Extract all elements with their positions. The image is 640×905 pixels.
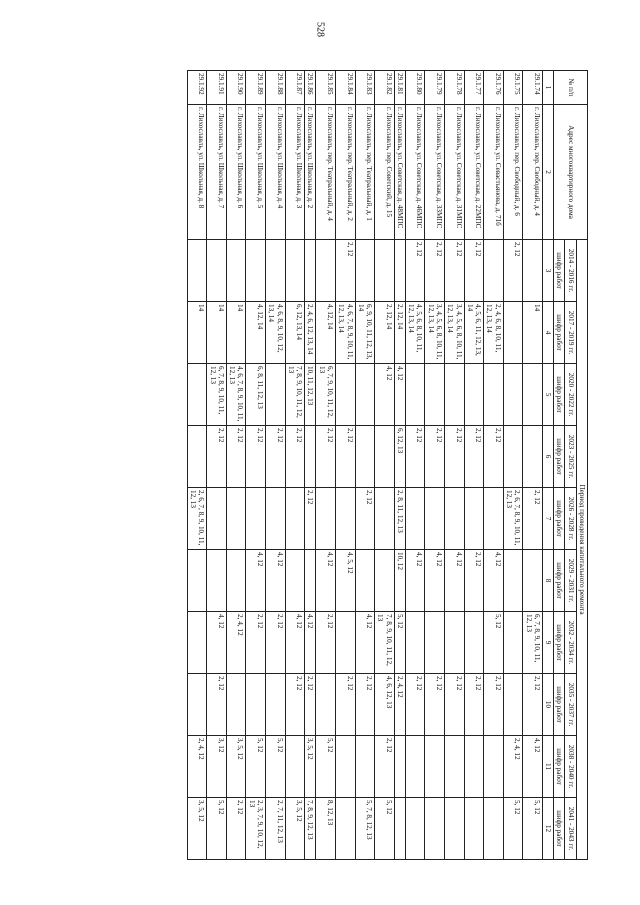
row-cipher-cell: 2, 12 xyxy=(484,674,504,736)
row-cipher-cell: 4, 12 xyxy=(394,364,405,426)
row-cipher-cell xyxy=(464,612,484,674)
table-row xyxy=(394,71,405,860)
row-cipher-cell xyxy=(266,364,286,426)
row-cipher-cell: 4, 6, 7, 8, 9, 10, 11, 12, 13 xyxy=(226,364,246,426)
row-cipher-cell: 6, 7, 8, 9, 10, 11, 12, 13 xyxy=(207,364,227,426)
row-cipher-cell xyxy=(405,736,425,798)
row-cipher-cell: 3, 5, 12 xyxy=(226,736,246,798)
row-cipher-cell: 4, 5, 6, 11, 12, 13, 14 xyxy=(464,302,484,364)
row-number: 29.1.89 xyxy=(246,71,266,105)
row-cipher-cell: 2, 12 xyxy=(226,798,246,860)
row-cipher-cell: 2, 12 xyxy=(266,612,286,674)
row-cipher-cell: 2, 12 xyxy=(405,426,425,488)
row-cipher-cell: 4, 12 xyxy=(207,612,227,674)
column-number: 9 xyxy=(542,612,553,674)
row-cipher-cell xyxy=(187,426,207,488)
row-address: г. Лихославль, ул. Советская, д. 46МПС xyxy=(405,105,425,240)
row-cipher-cell: 2, 12 xyxy=(335,240,355,302)
row-address: г. Лихославль, ул. Школьная, д. 4 xyxy=(266,105,286,240)
row-cipher-cell: 5, 12 xyxy=(246,736,266,798)
row-number: 29.1.77 xyxy=(464,71,484,105)
period-header: 2032 - 2034 гг. xyxy=(565,612,576,674)
row-cipher-cell: 2, 12 xyxy=(503,240,523,302)
cipher-label: шифр работ xyxy=(554,364,565,426)
row-cipher-cell: 5, 12 xyxy=(484,612,504,674)
period-header: 2029 - 2031 гг. xyxy=(565,550,576,612)
column-number: 6 xyxy=(542,426,553,488)
row-cipher-cell xyxy=(335,364,355,426)
row-cipher-cell: 2, 12 xyxy=(207,674,227,736)
row-cipher-cell xyxy=(335,488,355,550)
row-cipher-cell xyxy=(187,550,207,612)
table-row xyxy=(207,71,227,860)
row-cipher-cell: 4, 6, 7, 8, 9, 10, 11, 12, 13, 14 xyxy=(335,302,355,364)
row-cipher-cell xyxy=(405,364,425,426)
row-cipher-cell: 2, 12 xyxy=(425,674,445,736)
row-cipher-cell: 2, 12 xyxy=(316,612,336,674)
cipher-label: шифр работ xyxy=(554,798,565,860)
row-cipher-cell: 4, 12 xyxy=(425,550,445,612)
row-cipher-cell xyxy=(445,736,465,798)
row-cipher-cell: 5, 12 xyxy=(503,798,523,860)
column-number: 12 xyxy=(542,798,553,860)
row-cipher-cell: 4, 5, 6, 8, 10, 11, 12, 13, 14 xyxy=(405,302,425,364)
page-number: 528 xyxy=(314,22,326,37)
row-cipher-cell xyxy=(425,798,445,860)
row-cipher-cell: 2, 12 xyxy=(305,488,316,550)
row-address: г. Лихославль, пер. Свободный, д. 6 xyxy=(503,105,523,240)
row-cipher-cell xyxy=(355,736,375,798)
row-number: 29.1.82 xyxy=(375,71,395,105)
row-cipher-cell: 6, 8, 11, 12, 13 xyxy=(246,364,266,426)
row-cipher-cell xyxy=(305,550,316,612)
row-cipher-cell: 4, 5, 12 xyxy=(335,550,355,612)
row-cipher-cell xyxy=(266,674,286,736)
row-cipher-cell: 2, 12, 14 xyxy=(394,302,405,364)
row-cipher-cell: 10, 11, 12, 13 xyxy=(305,364,316,426)
table-body xyxy=(187,71,542,860)
row-cipher-cell xyxy=(405,798,425,860)
row-address: г. Лихославль, пер. Советский, д. 15 xyxy=(375,105,395,240)
row-cipher-cell xyxy=(484,240,504,302)
row-address: г. Лихославль, ул. Школьная, д. 3 xyxy=(285,105,305,240)
period-header: 2026 - 2028 гг. xyxy=(565,488,576,550)
period-header: 2041 - 2043 гг. xyxy=(565,798,576,860)
rotated-table-container xyxy=(78,70,588,860)
row-cipher-cell: 2, 12 xyxy=(285,674,305,736)
row-cipher-cell xyxy=(226,674,246,736)
row-number: 29.1.78 xyxy=(445,71,465,105)
repair-schedule-table xyxy=(187,70,588,860)
row-cipher-cell xyxy=(187,240,207,302)
row-cipher-cell xyxy=(484,488,504,550)
table-row xyxy=(425,71,445,860)
row-cipher-cell xyxy=(523,240,543,302)
row-cipher-cell: 2, 12 xyxy=(405,674,425,736)
row-cipher-cell: 5, 12 xyxy=(316,736,336,798)
row-cipher-cell xyxy=(207,550,227,612)
row-cipher-cell: 5, 12 xyxy=(266,736,286,798)
table-row xyxy=(316,71,336,860)
row-cipher-cell xyxy=(464,488,484,550)
period-header: 2017 - 2019 гг. xyxy=(565,302,576,364)
table-row xyxy=(405,71,425,860)
row-cipher-cell xyxy=(187,364,207,426)
row-cipher-cell: 5, 12 xyxy=(207,798,227,860)
row-cipher-cell: 3, 4, 5, 6, 8, 10, 11, 12, 13, 14 xyxy=(445,302,465,364)
row-cipher-cell: 2, 4, 12 xyxy=(187,736,207,798)
row-cipher-cell: 2, 12 xyxy=(355,674,375,736)
row-address: г. Лихославль, пер. Театральный, д. 4 xyxy=(316,105,336,240)
row-cipher-cell: 2, 6, 7, 8, 9, 10, 11, 12, 13 xyxy=(187,488,207,550)
row-number: 29.1.86 xyxy=(305,71,316,105)
row-cipher-cell: 2, 12 xyxy=(207,426,227,488)
row-cipher-cell xyxy=(523,550,543,612)
row-number: 29.1.91 xyxy=(207,71,227,105)
row-cipher-cell: 6, 12, 13, 14 xyxy=(285,302,305,364)
row-cipher-cell: 2, 12 xyxy=(405,240,425,302)
row-cipher-cell xyxy=(187,612,207,674)
column-number: 10 xyxy=(542,674,553,736)
row-cipher-cell: 4, 12 xyxy=(375,364,395,426)
cipher-label: шифр работ xyxy=(554,302,565,364)
row-cipher-cell: 3, 4, 5, 6, 8, 10, 11, 12, 13, 14 xyxy=(425,302,445,364)
row-address: г. Лихославль, ул. Советская, д. 48МПС xyxy=(394,105,405,240)
cipher-label: шифр работ xyxy=(554,550,565,612)
row-cipher-cell xyxy=(355,426,375,488)
table-row xyxy=(375,71,395,860)
row-cipher-cell: 2, 3, 7, 9, 10, 12, 13 xyxy=(246,798,266,860)
row-cipher-cell: 2, 12 xyxy=(445,240,465,302)
row-cipher-cell: 2, 12 xyxy=(285,426,305,488)
table-row xyxy=(305,71,316,860)
column-number: 4 xyxy=(542,302,553,364)
row-cipher-cell: 2, 4, 6, 8, 10, 11, 12, 13, 14 xyxy=(484,302,504,364)
row-cipher-cell xyxy=(503,364,523,426)
table-row xyxy=(464,71,484,860)
row-cipher-cell xyxy=(187,674,207,736)
row-address: г. Лихославль, ул. Советская, д. 31МПС xyxy=(445,105,465,240)
row-cipher-cell: 2, 12 xyxy=(226,426,246,488)
row-cipher-cell: 4, 6, 8, 9, 10, 12, 13, 14 xyxy=(266,302,286,364)
row-cipher-cell: 2, 12 xyxy=(484,426,504,488)
period-header: 2038 - 2040 гг. xyxy=(565,736,576,798)
row-cipher-cell xyxy=(316,674,336,736)
row-cipher-cell: 2, 12 xyxy=(523,674,543,736)
table-row xyxy=(335,71,355,860)
cipher-label: шифр работ xyxy=(554,240,565,302)
row-address: г. Лихославль, ул. Советская, д. 22МПС xyxy=(464,105,484,240)
row-cipher-cell xyxy=(503,550,523,612)
row-number: 29.1.74 xyxy=(523,71,543,105)
row-cipher-cell xyxy=(484,798,504,860)
row-cipher-cell: 2, 12 xyxy=(266,426,286,488)
row-cipher-cell xyxy=(335,736,355,798)
row-cipher-cell xyxy=(503,674,523,736)
row-cipher-cell: 2, 12 xyxy=(523,488,543,550)
row-cipher-cell: 2, 12 xyxy=(335,426,355,488)
row-cipher-cell xyxy=(246,674,266,736)
header-period: Период проведения капитального ремонта xyxy=(576,240,587,860)
row-cipher-cell: 7, 8, 9, 10, 11, 12, 13 xyxy=(285,364,305,426)
column-number: 11 xyxy=(542,736,553,798)
row-cipher-cell: 4, 12 xyxy=(246,550,266,612)
row-cipher-cell: 8, 12, 13 xyxy=(316,798,336,860)
row-cipher-cell xyxy=(226,488,246,550)
row-number: 29.1.85 xyxy=(316,71,336,105)
row-address: г. Лихославль, ул. Школьная, д. 8 xyxy=(187,105,207,240)
row-cipher-cell: 2, 12 xyxy=(445,674,465,736)
row-cipher-cell xyxy=(394,736,405,798)
period-header: 2014 - 2016 гг. xyxy=(565,240,576,302)
row-cipher-cell xyxy=(375,550,395,612)
row-address: г. Лихославль, ул. Школьная, д. 2 xyxy=(305,105,316,240)
row-cipher-cell xyxy=(305,240,316,302)
row-cipher-cell xyxy=(266,488,286,550)
row-cipher-cell: 5, 7, 8, 12, 13 xyxy=(355,798,375,860)
row-cipher-cell: 4, 6, 12, 13 xyxy=(375,674,395,736)
row-cipher-cell xyxy=(285,550,305,612)
row-cipher-cell: 6, 9, 10, 11, 12, 13, 14 xyxy=(355,302,375,364)
row-cipher-cell xyxy=(405,488,425,550)
row-cipher-cell: 10, 12 xyxy=(394,550,405,612)
row-cipher-cell: 2, 12 xyxy=(305,674,316,736)
period-header: 2035 - 2037 гг. xyxy=(565,674,576,736)
row-cipher-cell: 2, 12 xyxy=(464,426,484,488)
cipher-label: шифр работ xyxy=(554,488,565,550)
row-cipher-cell: 2, 12 xyxy=(316,426,336,488)
row-cipher-cell xyxy=(425,612,445,674)
row-cipher-cell xyxy=(266,240,286,302)
row-cipher-cell xyxy=(523,426,543,488)
row-address: г. Лихославль, пер. Театральный, д. 1 xyxy=(355,105,375,240)
row-cipher-cell xyxy=(316,488,336,550)
row-cipher-cell: 2, 4, 12 xyxy=(226,612,246,674)
row-cipher-cell: 4, 12 xyxy=(405,550,425,612)
row-cipher-cell: 7, 8, 9, 10, 11, 12, 13 xyxy=(375,612,395,674)
row-cipher-cell xyxy=(355,364,375,426)
row-cipher-cell: 2, 4, 12 xyxy=(394,674,405,736)
row-cipher-cell xyxy=(335,612,355,674)
table-row xyxy=(445,71,465,860)
column-number: 8 xyxy=(542,550,553,612)
row-number: 29.1.80 xyxy=(405,71,425,105)
row-cipher-cell xyxy=(246,240,266,302)
row-number: 29.1.75 xyxy=(503,71,523,105)
row-cipher-cell xyxy=(503,612,523,674)
row-cipher-cell: 3, 5, 12 xyxy=(187,798,207,860)
row-cipher-cell xyxy=(375,240,395,302)
row-cipher-cell: 2, 7, 11, 12, 13 xyxy=(266,798,286,860)
row-cipher-cell xyxy=(405,612,425,674)
row-cipher-cell xyxy=(523,364,543,426)
row-cipher-cell: 4, 12 xyxy=(355,612,375,674)
row-cipher-cell: 6, 7, 8, 9, 10, 11, 12, 13 xyxy=(523,612,543,674)
row-cipher-cell xyxy=(394,240,405,302)
row-cipher-cell: 2, 12 xyxy=(464,240,484,302)
cipher-label: шифр работ xyxy=(554,426,565,488)
row-address: г. Лихославль, ул. Севастьянова, д. 71б xyxy=(484,105,504,240)
table-row xyxy=(523,71,543,860)
row-cipher-cell xyxy=(316,240,336,302)
period-header: 2020 - 2022 гг. xyxy=(565,364,576,426)
row-cipher-cell: 4, 12 xyxy=(484,550,504,612)
row-cipher-cell: 2, 12 xyxy=(246,612,266,674)
row-cipher-cell: 2, 12 xyxy=(464,550,484,612)
row-cipher-cell: 14 xyxy=(523,302,543,364)
header-number: № п/п xyxy=(554,71,588,105)
row-cipher-cell xyxy=(285,488,305,550)
row-address: г. Лихославль, ул. Советская, д. 33МПС xyxy=(425,105,445,240)
row-cipher-cell: 3, 12 xyxy=(207,736,227,798)
row-cipher-cell: 2, 12 xyxy=(445,426,465,488)
row-cipher-cell: 7, 8, 9, 12, 13 xyxy=(305,798,316,860)
cipher-label: шифр работ xyxy=(554,612,565,674)
column-number-row xyxy=(542,71,553,860)
row-cipher-cell: 14 xyxy=(207,302,227,364)
row-cipher-cell: 6, 7, 9, 10, 11, 12, 13 xyxy=(316,364,336,426)
row-cipher-cell: 4, 12, 14 xyxy=(246,302,266,364)
column-number: 3 xyxy=(542,240,553,302)
table-row xyxy=(187,71,207,860)
row-number: 29.1.79 xyxy=(425,71,445,105)
row-cipher-cell: 4, 12 xyxy=(445,550,465,612)
row-cipher-cell xyxy=(207,240,227,302)
row-cipher-cell xyxy=(226,240,246,302)
row-cipher-cell xyxy=(335,798,355,860)
row-address: г. Лихославль, ул. Школьная, д. 6 xyxy=(226,105,246,240)
row-cipher-cell xyxy=(445,798,465,860)
row-cipher-cell: 5, 12 xyxy=(394,612,405,674)
row-number: 29.1.83 xyxy=(355,71,375,105)
row-cipher-cell xyxy=(445,612,465,674)
row-cipher-cell xyxy=(305,426,316,488)
row-cipher-cell: 2, 6, 7, 8, 9, 10, 11, 12, 13 xyxy=(503,488,523,550)
row-cipher-cell xyxy=(445,364,465,426)
row-cipher-cell xyxy=(464,364,484,426)
row-cipher-cell: 2, 12 xyxy=(375,736,395,798)
row-cipher-cell xyxy=(285,736,305,798)
row-cipher-cell: 2, 12 xyxy=(246,426,266,488)
row-cipher-cell: 4, 12 xyxy=(523,736,543,798)
row-cipher-cell: 2, 4, 12 xyxy=(503,736,523,798)
row-cipher-cell: 5, 12 xyxy=(523,798,543,860)
row-cipher-cell xyxy=(503,302,523,364)
row-cipher-cell xyxy=(394,798,405,860)
column-number: 2 xyxy=(542,105,553,240)
header-address: Адрес многоквартирного дома xyxy=(554,105,588,240)
period-header: 2023 - 2025 гг. xyxy=(565,426,576,488)
row-cipher-cell xyxy=(375,488,395,550)
row-cipher-cell xyxy=(355,550,375,612)
row-number: 29.1.84 xyxy=(335,71,355,105)
table-row xyxy=(226,71,246,860)
row-cipher-cell xyxy=(375,426,395,488)
row-cipher-cell xyxy=(484,364,504,426)
row-cipher-cell: 2, 12 xyxy=(335,674,355,736)
row-cipher-cell: 14 xyxy=(226,302,246,364)
row-address: г. Лихославль, ул. Школьная, д. 5 xyxy=(246,105,266,240)
row-cipher-cell: 4, 12, 14 xyxy=(316,302,336,364)
row-number: 29.1.90 xyxy=(226,71,246,105)
row-cipher-cell xyxy=(464,736,484,798)
row-cipher-cell xyxy=(355,240,375,302)
row-cipher-cell xyxy=(226,550,246,612)
row-cipher-cell xyxy=(285,240,305,302)
row-cipher-cell: 6, 12, 13 xyxy=(394,426,405,488)
row-cipher-cell xyxy=(207,488,227,550)
row-cipher-cell: 4, 12 xyxy=(285,612,305,674)
row-cipher-cell xyxy=(425,736,445,798)
table-row xyxy=(266,71,286,860)
cipher-label: шифр работ xyxy=(554,736,565,798)
table-row xyxy=(285,71,305,860)
row-cipher-cell: 4, 12 xyxy=(266,550,286,612)
row-cipher-cell xyxy=(445,488,465,550)
row-address: г. Лихославль, ул. Школьная, д. 7 xyxy=(207,105,227,240)
table-row xyxy=(503,71,523,860)
row-address: г. Лихославль, пер. Свободный, д. 4 xyxy=(523,105,543,240)
column-number: 5 xyxy=(542,364,553,426)
row-cipher-cell: 3, 5, 12 xyxy=(305,736,316,798)
row-cipher-cell: 4, 12 xyxy=(305,612,316,674)
row-cipher-cell: 2, 12, 14 xyxy=(375,302,395,364)
row-number: 29.1.87 xyxy=(285,71,305,105)
row-cipher-cell: 2, 12 xyxy=(425,240,445,302)
row-cipher-cell: 14 xyxy=(187,302,207,364)
row-number: 29.1.88 xyxy=(266,71,286,105)
row-cipher-cell: 2, 8, 11, 12, 13 xyxy=(394,488,405,550)
row-number: 29.1.81 xyxy=(394,71,405,105)
row-cipher-cell xyxy=(464,798,484,860)
table-row xyxy=(246,71,266,860)
row-number: 29.1.92 xyxy=(187,71,207,105)
table-row xyxy=(355,71,375,860)
table-row xyxy=(484,71,504,860)
column-number: 7 xyxy=(542,488,553,550)
row-cipher-cell xyxy=(484,736,504,798)
row-cipher-cell: 2, 4, 6, 12, 13, 14 xyxy=(305,302,316,364)
row-cipher-cell: 3, 5, 12 xyxy=(285,798,305,860)
row-cipher-cell: 4, 12 xyxy=(316,550,336,612)
cipher-label: шифр работ xyxy=(554,674,565,736)
row-cipher-cell: 2, 12 xyxy=(355,488,375,550)
row-cipher-cell xyxy=(425,488,445,550)
row-cipher-cell: 2, 12 xyxy=(464,674,484,736)
row-number: 29.1.76 xyxy=(484,71,504,105)
row-cipher-cell xyxy=(425,364,445,426)
row-cipher-cell: 2, 12 xyxy=(425,426,445,488)
row-address: г. Лихославль, пер. Театральный, д. 2 xyxy=(335,105,355,240)
row-cipher-cell xyxy=(246,488,266,550)
column-number: 1 xyxy=(542,71,553,105)
row-cipher-cell: 5, 12 xyxy=(375,798,395,860)
table-header xyxy=(542,71,587,860)
row-cipher-cell xyxy=(503,426,523,488)
